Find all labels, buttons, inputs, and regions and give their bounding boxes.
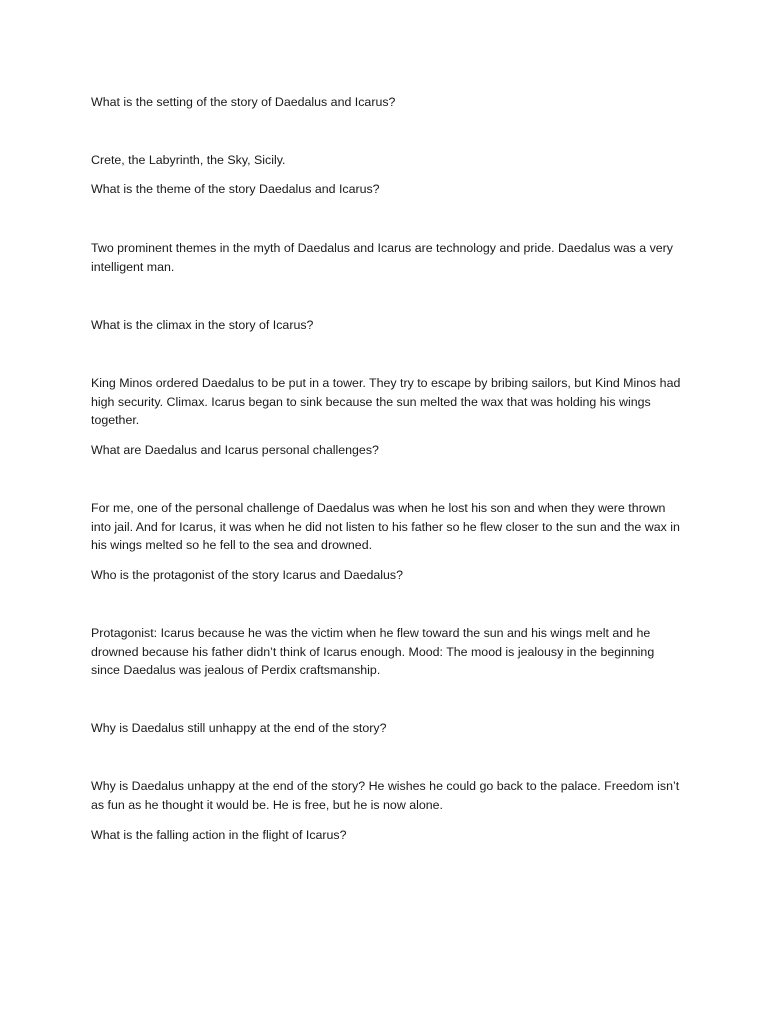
- question-setting: What is the setting of the story of Daedalus and Icarus?: [91, 95, 396, 109]
- answer-protagonist: Protagonist: Icarus because he was the victim when he flew toward the sun and his wings melt and he drowned because his father didn’t think of Icarus enough. Mood: The mood is jealousy in the beginning since Daedalus was jealous of Perdix craftsmanship.: [91, 626, 655, 678]
- question-climax: What is the climax in the story of Icarus?: [91, 318, 314, 332]
- answer-setting: Crete, the Labyrinth, the Sky, Sicily.: [91, 153, 286, 167]
- question-protagonist: Who is the protagonist of the story Icarus and Daedalus?: [91, 568, 404, 582]
- answer-climax: King Minos ordered Daedalus to be put in a tower. They try to escape by bribing sailors, but Kind Minos had high security. Climax. Icarus began to sink because the sun melted the wax that was holding his wings together.: [91, 376, 681, 428]
- answer-unhappy: Why is Daedalus unhappy at the end of the story? He wishes he could go back to the palace. Freedom isn’t as fun as he thought it would be. He is free, but he is now alone.: [91, 779, 680, 812]
- question-unhappy: Why is Daedalus still unhappy at the end of the story?: [91, 721, 387, 735]
- answer-theme: Two prominent themes in the myth of Daedalus and Icarus are technology and pride. Daedalus was a very intelligent man.: [91, 241, 673, 274]
- answer-challenges: For me, one of the personal challenge of Daedalus was when he lost his son and when they were thrown into jail. And for Icarus, it was when he did not listen to his father so he flew closer to the sun and the wax in his wings melted so he fell to the sea and drowned.: [91, 501, 680, 553]
- question-challenges: What are Daedalus and Icarus personal challenges?: [91, 443, 379, 457]
- question-falling-action: What is the falling action in the flight of Icarus?: [91, 828, 347, 842]
- question-theme: What is the theme of the story Daedalus and Icarus?: [91, 182, 380, 196]
